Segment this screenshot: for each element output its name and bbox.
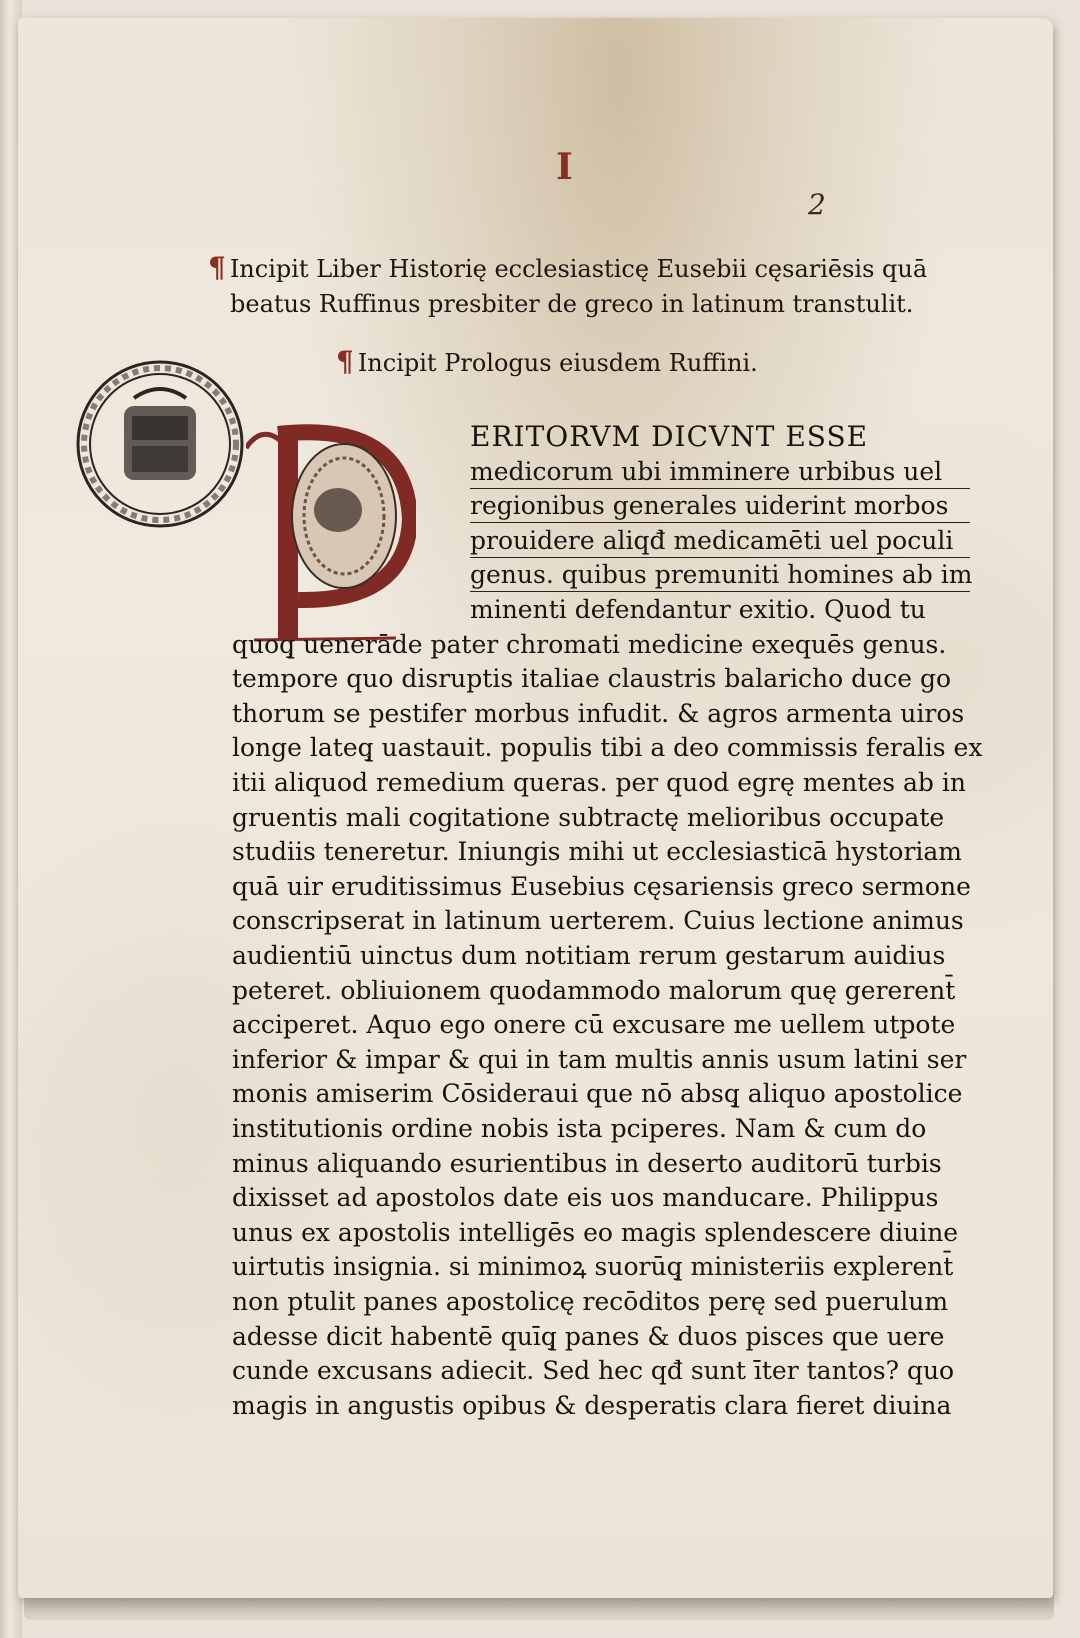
illuminated-initial-p	[246, 424, 416, 656]
body-line: institutionis ordine nobis ista pciperes. Nam & cum do	[232, 1114, 927, 1143]
body-line: thorum se pestifer morbus infudit. & agros armenta uiros	[232, 698, 965, 728]
underline-rule	[470, 488, 970, 489]
body-line: ERITORVM DICVNT ESSE	[470, 420, 869, 453]
body-line: minus aliquando esurientibus in deserto auditorū turbis	[232, 1148, 942, 1178]
body-line: non ptulit panes apostolicę recōditos perę sed puerulum	[232, 1287, 949, 1316]
body-line: audientiū uinctus dum notitiam rerum gestarum auidius	[232, 941, 946, 970]
body-line: monis amiserim Cōsideraui que nō absq̧ aliquo apostolice	[232, 1079, 963, 1109]
body-line: unus ex apostolis intelligēs eo magis splendescere diuine	[232, 1217, 959, 1247]
manuscript-page	[18, 18, 1053, 1598]
body-line: dixisset ad apostolos date eis uos manducare. Philippus	[232, 1183, 939, 1213]
body-line: regionibus generales uiderint morbos	[470, 491, 949, 521]
underline-rule	[470, 591, 970, 592]
heading-line-1: ¶ Incipit Liber Historię ecclesiasticę Eusebii cęsariēsis quā	[208, 251, 928, 284]
rubric-pilcrow-icon: ¶	[208, 251, 226, 284]
body-line: adesse dicit habentē quīq̧ panes & duos pisces que uere	[232, 1321, 945, 1351]
body-line: studiis teneretur. Iniungis mihi ut ecclesiasticā hystoriam	[232, 837, 963, 867]
folio-mark: I	[556, 146, 573, 188]
body-line: conscripserat in latinum uerterem. Cuius lectione animus	[232, 906, 964, 936]
body-line: peteret. obliuionem quodammodo malorum quę gererent̄	[232, 975, 956, 1005]
body-line: quā uir eruditissimus Eusebius cęsariensis greco sermone	[232, 871, 971, 901]
body-line: medicorum ubi imminere urbibus uel	[470, 456, 943, 486]
subheading: ¶ Incipit Prologus eiusdem Ruffini.	[336, 345, 758, 378]
body-line: itii aliquod remedium queras. per quod egrę mentes ab in	[232, 768, 966, 797]
body-line: longe lateq̧ uastauit. populis tibi a deo commissis feralis ex	[232, 733, 983, 763]
handwritten-page-number: 2	[808, 188, 826, 221]
body-line: acciperet. Aquo ego onere cū excusare me uellem utpote	[232, 1010, 956, 1040]
body-line: magis in angustis opibus & desperatis clara fieret diuina	[232, 1390, 952, 1420]
body-line: quoq̧ uenerāde pater chromati medicine exequēs genus.	[232, 629, 947, 659]
rubric-pilcrow-icon: ¶	[336, 345, 354, 378]
heading-line-2: beatus Ruffinus presbiter de greco in latinum transtulit.	[230, 290, 914, 318]
body-line: tempore quo disruptis italiae claustris balaricho duce go	[232, 664, 952, 694]
body-line: inferior & impar & qui in tam multis annis usum latini ser	[232, 1044, 967, 1074]
underline-rule	[470, 522, 970, 523]
body-line: uirtutis insignia. si minimoꝝ suorūq̧ ministeriis explerent̄	[232, 1252, 954, 1282]
body-line: prouidere aliqđ medicamēti uel poculi	[470, 525, 954, 555]
underline-rule	[470, 557, 970, 558]
body-line: genus. quibus premuniti homines ab im	[470, 560, 973, 590]
body-line: gruentis mali cogitatione subtractę melioribus occupate	[232, 802, 945, 832]
body-line: cunde excusans adiecit. Sed hec qđ sunt īter tantos? quo	[232, 1356, 955, 1386]
body-line: minenti defendantur exitio. Quod tu	[470, 595, 926, 624]
library-stamp	[74, 358, 246, 530]
